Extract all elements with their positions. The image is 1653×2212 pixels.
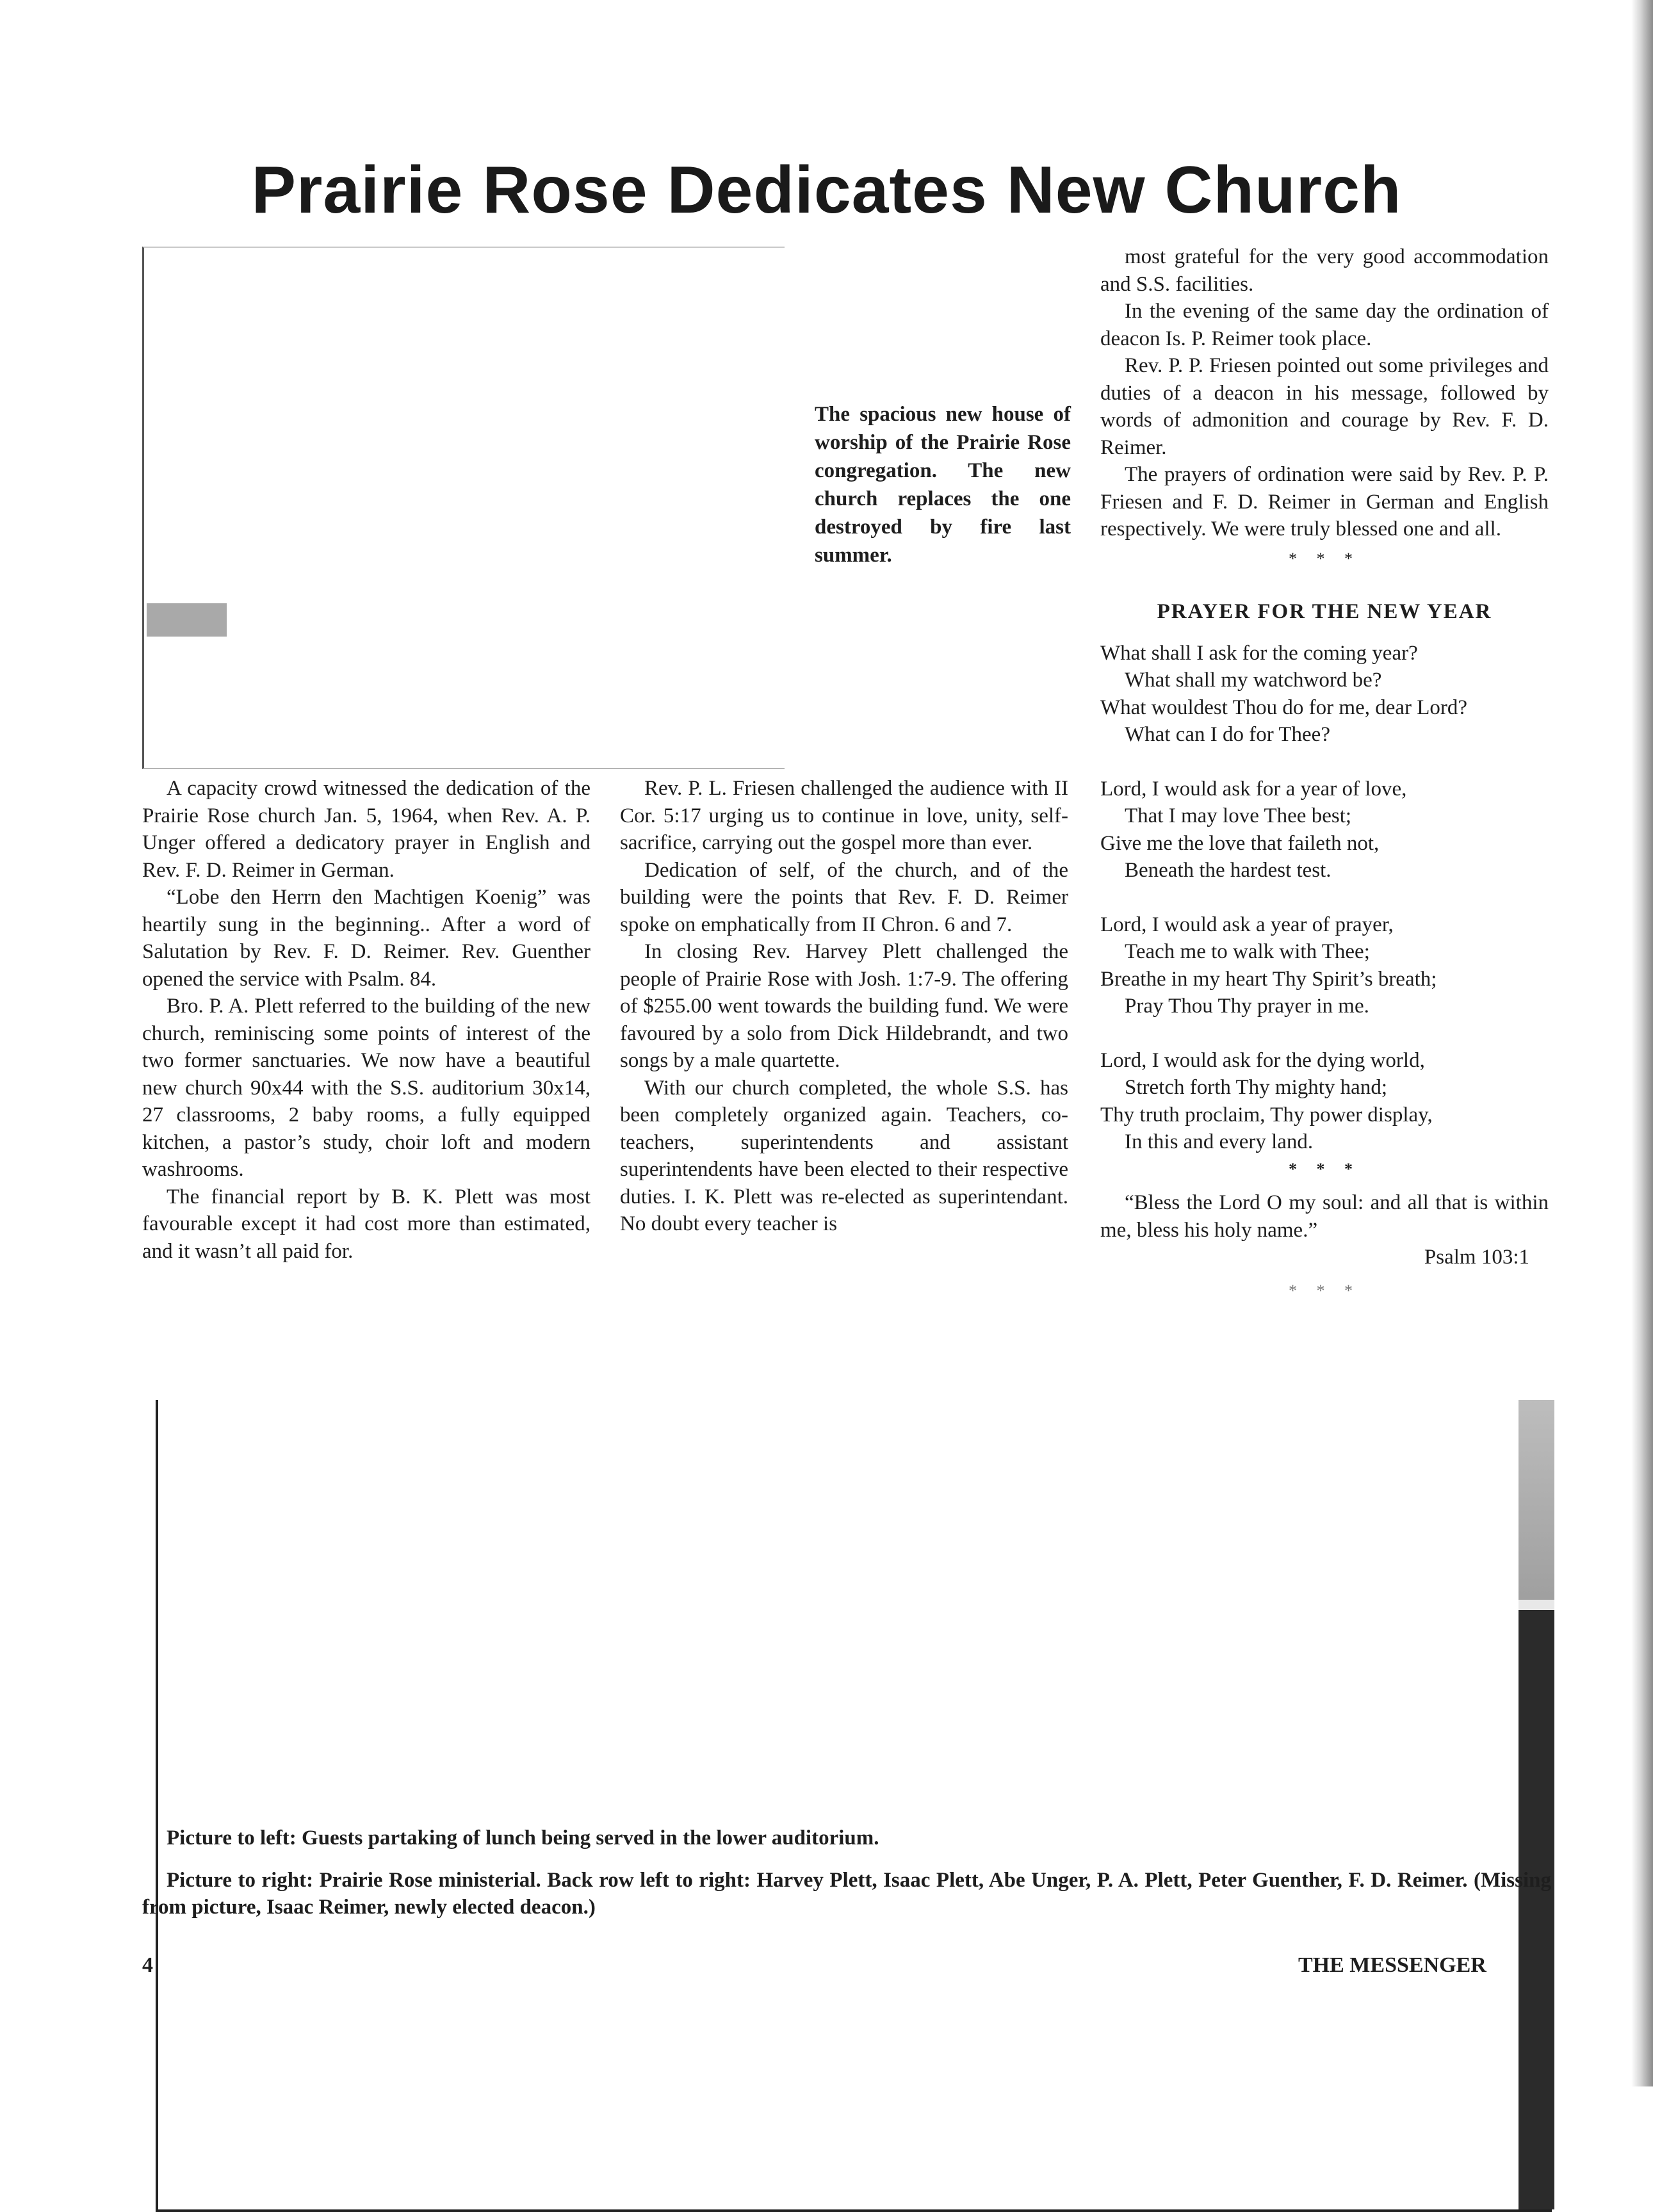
scripture-quote: “Bless the Lord O my soul: and all that is within me, bless his holy name.” [1100,1191,1549,1242]
paragraph: In the evening of the same day the ordination of deacon Is. P. Reimer took place. [1100,300,1549,350]
poem-title: PRAYER FOR THE NEW YEAR [1157,600,1492,623]
photo-caption-right: Picture to right: Prairie Rose ministerial. Back row left to right: Harvey Plett, Isaac Plett, Abe Unger, P. A. Plett, Peter Guenther, F. D. Reimer. (Missing from picture, Isaac Reimer, newly elected deacon.) [142,1869,1551,1919]
photo-caption-top: The spacious new house of worship of the Prairie Rose congregation. The new church replaces the one destroyed by fire last summer. [815,403,1071,567]
photo-shade [1519,1400,1554,1610]
poem-line: In this and every land. [1125,1130,1314,1153]
article-title: Prairie Rose Dedicates New Church [251,153,1402,227]
paragraph: In closing Rev. Harvey Plett challenged the people of Prairie Rose with Josh. 1:7-9. The offering of $255.00 went towards the building fund. We were favoured by a solo from Dick Hildebrandt, and two songs by a male quartette. [620,940,1068,1072]
poem-line: Lord, I would ask a year of prayer, [1100,913,1394,936]
article-column-3 [1100,243,1549,1305]
paragraph: Dedication of self, of the church, and of the building were the points that Rev. F. D. Reimer spoke on emphatically from II Chron. 6 and 7. [620,858,1068,936]
section-separator: * * * [1289,549,1360,568]
publication-name: THE MESSENGER [1298,1953,1486,1977]
paragraph: The prayers of ordination were said by Rev. P. P. Friesen and F. D. Reimer in German and English respectively. We were truly blessed one and all. [1100,463,1549,541]
section-separator: * * * [1289,1281,1360,1300]
poem-stanza [1100,776,1549,884]
poem-line: What can I do for Thee? [1125,723,1330,746]
section-separator: * * * [1289,1159,1360,1178]
poem-line: What shall I ask for the coming year? [1100,641,1418,665]
poem-line: Give me the love that faileth not, [1100,831,1380,855]
poem-line: Teach me to walk with Thee; [1125,940,1370,963]
paragraph: most grateful for the very good accommodation and S.S. facilities. [1100,245,1549,296]
article-column-1 [142,775,590,1265]
poem-stanza [1100,1047,1549,1156]
paragraph: A capacity crowd witnessed the dedication of the Prairie Rose church Jan. 5, 1964, when Rev. A. P. Unger offered a dedicatory prayer in English and Rev. F. D. Reimer in German. [142,777,590,882]
poem-stanza [1100,640,1549,749]
poem-line: Stretch forth Thy mighty hand; [1125,1076,1388,1099]
article-column-2 [620,775,1068,1238]
poem-line: Beneath the hardest test. [1125,859,1331,882]
poem-line: Lord, I would ask for a year of love, [1100,777,1407,801]
scripture-citation: Psalm 103:1 [1424,1246,1529,1269]
paragraph: The financial report by B. K. Plett was most favourable except it had cost more than estimated, and it wasn’t all paid for. [142,1185,590,1263]
photo-smudge [147,603,227,637]
poem-line: Breathe in my heart Thy Spirit’s breath; [1100,967,1437,991]
poem-line: That I may love Thee best; [1125,804,1352,827]
poem-line: Thy truth proclaim, Thy power display, [1100,1103,1433,1126]
photo-caption-left: Picture to left: Guests partaking of lunch being served in the lower auditorium. [167,1826,879,1850]
poem-line: What wouldest Thou do for me, dear Lord? [1100,695,1468,719]
paragraph: Rev. P. L. Friesen challenged the audience with II Cor. 5:17 urging us to continue in love, unity, self-sacrifice, carrying out the gospel more than ever. [620,777,1068,854]
paragraph: Bro. P. A. Plett referred to the building of the new church, reminiscing some points of interest of the two former sanctuaries. We now have a beautiful new church 90x44 with the S.S. auditorium 30x14, 27 classrooms, 2 baby rooms, a fully equipped kitchen, a pastor’s study, choir loft and modern washrooms. [142,995,590,1181]
page-number: 4 [142,1953,153,1977]
poem-line: What shall my watchword be? [1125,669,1382,692]
poem-line: Pray Thou Thy prayer in me. [1125,995,1369,1018]
paragraph: “Lobe den Herrn den Machtigen Koenig” was heartily sung in the beginning.. After a word of Salutation by Rev. F. D. Reimer. Rev. Guenther opened the service with Psalm. 84. [142,886,590,991]
page-edge-shadow [1631,0,1653,2086]
paragraph: Rev. P. P. Friesen pointed out some privileges and duties of a deacon in his message, followed by words of admonition and courage by Rev. F. D. Reimer. [1100,354,1549,459]
church-exterior-photo [142,247,785,769]
paragraph: With our church completed, the whole S.S. has been completely organized again. Teachers, co-teachers, superintendents and assistant superintendents have been elected to their respective duties. I. K. Plett was re-elected as superintendant. No doubt every teacher is [620,1076,1068,1235]
poem-stanza [1100,911,1549,1020]
lunch-and-ministerial-photo [156,1400,1552,2212]
poem-line: Lord, I would ask for the dying world, [1100,1048,1425,1072]
